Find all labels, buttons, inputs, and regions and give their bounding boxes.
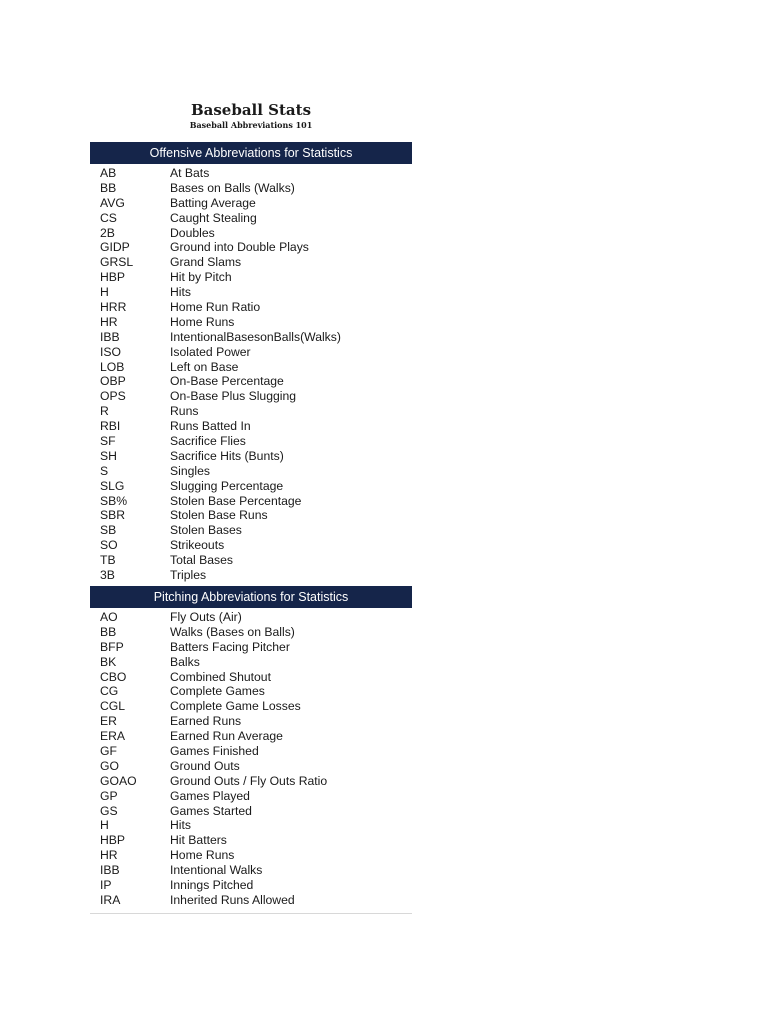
abbreviation-meaning: Strikeouts — [170, 538, 225, 553]
abbreviation-meaning: Doubles — [170, 225, 215, 240]
table-row — [90, 240, 412, 255]
abbreviation: BFP — [100, 639, 124, 654]
abbreviation-meaning: Earned Run Average — [170, 729, 283, 744]
abbreviation: IBB — [100, 329, 120, 344]
abbreviation-meaning: Isolated Power — [170, 344, 251, 359]
abbreviation: HR — [100, 314, 118, 329]
abbreviation-meaning: Stolen Base Runs — [170, 508, 268, 523]
table-row — [90, 744, 412, 759]
table-row — [90, 729, 412, 744]
abbreviation-meaning: Sacrifice Hits (Bunts) — [170, 448, 284, 463]
table-row — [90, 523, 412, 538]
table-row — [90, 508, 412, 523]
table-row — [90, 255, 412, 270]
abbreviation-meaning: Singles — [170, 463, 210, 478]
abbreviation-meaning: Caught Stealing — [170, 210, 257, 225]
abbreviation-meaning: Bases on Balls (Walks) — [170, 180, 295, 195]
table-row — [90, 714, 412, 729]
table-row — [90, 226, 412, 241]
abbreviation: H — [100, 285, 109, 300]
abbreviation: BK — [100, 654, 117, 669]
abbreviation: AVG — [100, 195, 125, 210]
abbreviation-meaning: Stolen Bases — [170, 523, 242, 538]
table-row — [90, 789, 412, 804]
abbreviation: CGL — [100, 699, 126, 714]
abbreviation: HRR — [100, 300, 127, 315]
table-row — [90, 464, 412, 479]
abbreviation-meaning: Inherited Runs Allowed — [170, 892, 295, 907]
table-row — [90, 374, 412, 389]
abbreviation-meaning: Ground Outs — [170, 758, 240, 773]
table-row — [90, 804, 412, 819]
table-row — [90, 419, 412, 434]
abbreviation-meaning: Sacrifice Flies — [170, 434, 246, 449]
abbreviation: SB — [100, 523, 117, 538]
abbreviation-meaning: Batters Facing Pitcher — [170, 639, 290, 654]
abbreviation-meaning: On-Base Percentage — [170, 374, 284, 389]
abbreviation: GF — [100, 743, 117, 758]
abbreviation: SBR — [100, 508, 126, 523]
table-row — [90, 166, 412, 181]
table-row — [90, 893, 412, 908]
table-row — [90, 389, 412, 404]
offensive-section-header: Offensive Abbreviations for Statistics — [90, 142, 412, 164]
table-row — [90, 655, 412, 670]
table-row — [90, 774, 412, 789]
table-row — [90, 759, 412, 774]
abbreviation-meaning: Hit by Pitch — [170, 270, 232, 285]
table-row — [90, 553, 412, 568]
table-row — [90, 610, 412, 625]
abbreviation-meaning: Games Played — [170, 788, 250, 803]
abbreviation-meaning: Ground into Double Plays — [170, 240, 309, 255]
abbreviation-meaning: Left on Base — [170, 359, 239, 374]
abbreviation-meaning: Batting Average — [170, 195, 256, 210]
document-subtitle: Baseball Abbreviations 101 — [189, 120, 313, 130]
abbreviation-meaning: Runs Batted In — [170, 419, 251, 434]
table-row — [90, 315, 412, 330]
abbreviation-meaning: Hits — [170, 818, 191, 833]
abbreviation-meaning: Hit Batters — [170, 833, 227, 848]
abbreviation-meaning: On-Base Plus Slugging — [170, 389, 297, 404]
pitching-section — [90, 586, 412, 911]
abbreviation: OPS — [100, 389, 126, 404]
abbreviation: CG — [100, 684, 119, 699]
abbreviation-meaning: Home Runs — [170, 848, 235, 863]
abbreviation: ISO — [100, 344, 121, 359]
table-row — [90, 449, 412, 464]
table-row — [90, 699, 412, 714]
abbreviation-meaning: Complete Game Losses — [170, 699, 301, 714]
pitching-section-header: Pitching Abbreviations for Statistics — [90, 586, 412, 608]
abbreviation: IRA — [100, 892, 121, 907]
abbreviation: R — [100, 404, 109, 419]
abbreviation-meaning: Grand Slams — [170, 255, 242, 270]
table-row — [90, 670, 412, 685]
abbreviation-meaning: Games Finished — [170, 743, 259, 758]
abbreviation: S — [100, 463, 109, 478]
abbreviation: CS — [100, 210, 117, 225]
abbreviation-meaning: IntentionalBasesonBalls(Walks) — [170, 329, 341, 344]
abbreviation: IP — [100, 877, 112, 892]
table-row — [90, 345, 412, 360]
table-row — [90, 568, 412, 583]
table-row — [90, 479, 412, 494]
table-row — [90, 640, 412, 655]
abbreviation: ER — [100, 714, 117, 729]
abbreviation: SLG — [100, 478, 125, 493]
table-row — [90, 330, 412, 345]
abbreviation: BB — [100, 180, 117, 195]
abbreviation: OBP — [100, 374, 126, 389]
abbreviation: AB — [100, 166, 117, 180]
table-row — [90, 625, 412, 640]
abbreviation: GIDP — [100, 240, 130, 255]
abbreviation: GP — [100, 788, 118, 803]
abbreviation: TB — [100, 553, 116, 568]
table-row — [90, 434, 412, 449]
abbreviation: GRSL — [100, 255, 134, 270]
abbreviation-meaning: Triples — [170, 568, 207, 583]
abbreviation-meaning: Ground Outs / Fly Outs Ratio — [170, 773, 328, 788]
table-row — [90, 404, 412, 419]
table-row — [90, 863, 412, 878]
abbreviation: H — [100, 818, 109, 833]
abbreviation: GOAO — [100, 773, 137, 788]
abbreviation: AO — [100, 609, 118, 624]
abbreviation-meaning: Hits — [170, 285, 191, 300]
table-row — [90, 300, 412, 315]
abbreviation: 3B — [100, 568, 115, 583]
abbreviation: HBP — [100, 270, 126, 285]
abbreviation: CBO — [100, 669, 127, 684]
abbreviation: ERA — [100, 729, 126, 744]
table-row — [90, 684, 412, 699]
document-page — [90, 100, 412, 914]
abbreviation: IBB — [100, 863, 120, 878]
abbreviation-meaning: Innings Pitched — [170, 877, 254, 892]
abbreviation: LOB — [100, 359, 125, 374]
abbreviation-meaning: Home Run Ratio — [170, 300, 261, 315]
abbreviation-meaning: Earned Runs — [170, 714, 242, 729]
abbreviation-meaning: At Bats — [170, 166, 210, 180]
table-row — [90, 285, 412, 300]
abbreviation-meaning: Fly Outs (Air) — [170, 609, 242, 624]
table-row — [90, 181, 412, 196]
table-row — [90, 878, 412, 893]
table-row — [90, 360, 412, 375]
abbreviation-meaning: Combined Shutout — [170, 669, 271, 684]
table-row — [90, 211, 412, 226]
table-row — [90, 818, 412, 833]
abbreviation-meaning: Home Runs — [170, 314, 235, 329]
table-row — [90, 538, 412, 553]
abbreviation: SF — [100, 434, 116, 449]
abbreviation: 2B — [100, 225, 115, 240]
abbreviation: RBI — [100, 419, 121, 434]
table-row — [90, 848, 412, 863]
abbreviation-meaning: Balks — [170, 654, 200, 669]
abbreviation: GO — [100, 758, 119, 773]
pitching-abbreviation-list — [90, 608, 412, 911]
table-row — [90, 270, 412, 285]
abbreviation-meaning: Stolen Base Percentage — [170, 493, 302, 508]
offensive-section — [90, 142, 412, 586]
abbreviation-meaning: Runs — [170, 404, 199, 419]
abbreviation-meaning: Total Bases — [170, 553, 234, 568]
document-title: Baseball Stats — [190, 101, 312, 119]
abbreviation-meaning: Complete Games — [170, 684, 265, 699]
table-row — [90, 833, 412, 848]
abbreviation: SO — [100, 538, 118, 553]
abbreviation: HBP — [100, 833, 126, 848]
abbreviation: BB — [100, 624, 117, 639]
abbreviation-meaning: Walks (Bases on Balls) — [170, 624, 295, 639]
abbreviation-meaning: Games Started — [170, 803, 252, 818]
offensive-abbreviation-list — [90, 164, 412, 586]
abbreviation-meaning: Slugging Percentage — [170, 478, 284, 493]
abbreviation: SH — [100, 448, 117, 463]
abbreviation: GS — [100, 803, 118, 818]
abbreviation: HR — [100, 848, 118, 863]
table-row — [90, 494, 412, 509]
bottom-divider — [90, 913, 412, 914]
table-row — [90, 196, 412, 211]
abbreviation: SB% — [100, 493, 128, 508]
abbreviation-meaning: Intentional Walks — [170, 863, 263, 878]
